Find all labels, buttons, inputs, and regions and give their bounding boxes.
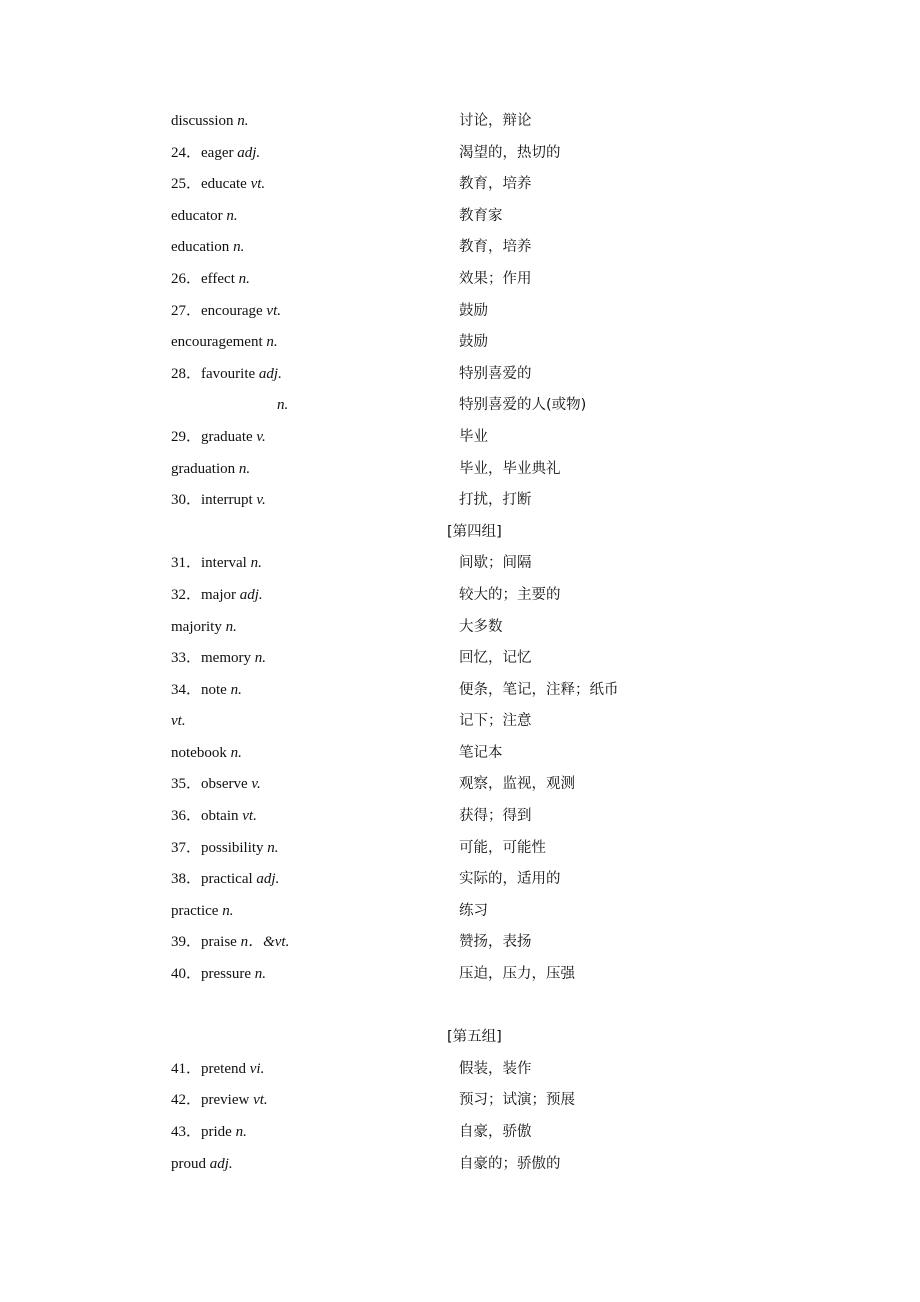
entry-part-of-speech: adj. [256,871,280,888]
vocab-entry [0,738,920,770]
entry-word: pretend [201,1060,246,1077]
entry-english [171,138,260,170]
entry-meaning: 鼓励 [459,334,488,351]
vocab-entry [0,1149,920,1181]
section-spacer [0,991,920,1023]
entry-number: 35． [171,776,202,793]
entry-meaning: 毕业 [459,428,488,445]
entry-meaning: 压迫，压力，压强 [459,966,575,983]
entry-word: interval [201,555,247,572]
entry-part-of-speech: n. [238,270,250,287]
group-header-row [0,517,920,549]
entry-word: note [201,681,227,698]
entry-part-of-speech: adj. [258,365,282,382]
vocab-entry [0,612,920,644]
entry-word: observe [201,776,248,793]
entry-word: educator [171,207,223,224]
entry-number: 25． [171,176,202,193]
entry-word: pride [201,1124,232,1140]
vocab-entry [0,927,920,959]
entry-english [171,327,278,359]
entry-english [171,769,261,801]
entry-part-of-speech: n. [266,334,278,351]
entry-meaning: 自豪的；骄傲的 [459,1155,561,1172]
vocab-entry [0,1117,920,1149]
entry-meaning: 便条，笔记，注释；纸币 [459,681,619,698]
entry-word: interrupt [201,492,253,509]
entry-english [171,169,265,201]
entry-number: 26． [171,270,202,287]
vocab-entry [0,833,920,865]
entry-english [171,833,279,865]
entry-meaning: 毕业，毕业典礼 [459,460,561,477]
entry-english [171,422,266,454]
entry-part-of-speech: n. [237,113,249,129]
entry-meaning: 笔记本 [459,744,503,761]
entry-word: effect [201,270,235,287]
entry-part-of-speech: n. [225,618,237,635]
entry-word: majority [171,618,222,635]
entry-word: encouragement [171,334,263,351]
entry-part-of-speech: n. [226,207,238,224]
vocab-entry [0,485,920,517]
entry-word: pressure [201,966,251,983]
entry-part-of-speech: n. [233,239,245,256]
entry-part-of-speech: n. [250,555,262,572]
entry-english [277,390,288,422]
entry-word: praise [201,934,237,951]
entry-number: 24． [171,144,202,161]
entry-number: 30． [171,492,202,509]
entry-number: 43． [171,1124,202,1140]
entry-part-of-speech: n．&vt. [240,934,290,951]
entry-english [171,1085,268,1117]
entry-word: preview [201,1092,250,1109]
vocab-entry [0,1085,920,1117]
vocab-entry [0,454,920,486]
vocab-entry [0,390,920,422]
entry-part-of-speech: v. [256,492,266,509]
entry-number: 39． [171,934,202,951]
entry-meaning: 假装，装作 [459,1060,532,1077]
entry-part-of-speech: vt. [250,176,266,193]
entry-english [171,612,237,644]
entry-english [171,864,279,896]
entry-meaning: 赞扬，表扬 [459,934,532,951]
entry-word: educate [201,176,247,193]
entry-number: 36． [171,808,202,825]
entry-part-of-speech: vt. [171,713,186,730]
entry-english [171,485,266,517]
entry-meaning: 打扰，打断 [459,492,532,509]
vocab-entry [0,359,920,391]
entry-meaning: 渴望的，热切的 [459,144,561,161]
entry-part-of-speech: adj. [209,1155,233,1172]
entry-meaning: 大多数 [459,618,503,635]
entry-word: encourage [201,302,263,319]
entry-english [171,896,233,928]
entry-number: 27． [171,302,202,319]
entry-english [171,738,242,770]
entry-part-of-speech: vt. [253,1092,268,1109]
entry-word: obtain [201,808,239,825]
entry-meaning: 回忆，记忆 [459,650,532,667]
vocab-entry [0,580,920,612]
entry-meaning: 教育家 [459,207,503,224]
vocab-entry [0,422,920,454]
entry-word: proud [171,1155,206,1172]
entry-meaning: 教育，培养 [459,176,532,193]
entry-english [171,927,289,959]
entry-number: 38． [171,871,202,888]
entry-english [171,201,238,233]
entry-part-of-speech: n. [254,650,267,667]
entry-number: 40． [171,966,202,983]
entry-number: 33． [171,650,202,667]
entry-meaning: 间歇；间隔 [459,555,532,572]
group-header-row [0,1022,920,1054]
entry-meaning: 练习 [459,902,488,919]
vocabulary-list [0,106,920,1180]
vocab-entry [0,643,920,675]
entry-meaning: 效果；作用 [459,270,532,287]
vocab-entry [0,264,920,296]
entry-english [171,296,281,328]
entry-part-of-speech: n. [222,902,234,919]
entry-number: 37． [171,839,202,856]
entry-word: favourite [201,365,256,382]
entry-english [171,548,262,580]
entry-word: practice [171,902,219,919]
entry-meaning: 教育，培养 [459,239,532,256]
entry-meaning: 自豪，骄傲 [459,1124,532,1140]
entry-english [171,454,250,486]
entry-meaning: 鼓励 [459,302,488,319]
vocab-entry [0,169,920,201]
entry-english [171,1117,247,1149]
vocab-entry [0,232,920,264]
entry-part-of-speech: vt. [266,302,281,319]
group-header: [第五组] [447,1029,502,1046]
entry-number: 41． [171,1060,202,1077]
entry-part-of-speech: n. [254,966,266,983]
entry-meaning: 特别喜爱的 [459,365,532,382]
entry-english [171,106,249,138]
entry-english [171,801,257,833]
entry-part-of-speech: n. [277,397,289,414]
entry-part-of-speech: vt. [242,808,257,825]
entry-word: major [201,586,237,603]
vocab-entry [0,706,920,738]
entry-part-of-speech: n. [235,1124,247,1140]
entry-number: 32． [171,586,202,603]
entry-part-of-speech: n. [230,681,242,698]
entry-word: possibility [201,839,264,856]
entry-meaning: 预习；试演；预展 [459,1092,575,1109]
vocab-entry [0,675,920,707]
entry-english [171,264,250,296]
entry-english [171,706,186,738]
entry-number: 28． [171,365,202,382]
entry-english [171,959,266,991]
vocab-entry [0,864,920,896]
entry-part-of-speech: v. [256,428,266,445]
vocab-entry [0,201,920,233]
vocab-entry [0,106,920,138]
vocab-entry [0,327,920,359]
vocab-entry [0,138,920,170]
vocab-entry [0,896,920,928]
entry-word: memory [201,650,252,667]
entry-meaning: 实际的，适用的 [459,871,561,888]
group-header: [第四组] [447,523,502,540]
vocab-entry [0,959,920,991]
vocab-entry [0,769,920,801]
entry-number: 29． [171,428,202,445]
entry-meaning: 特别喜爱的人(或物) [459,397,587,414]
entry-number: 34． [171,681,202,698]
entry-english [171,675,242,707]
entry-part-of-speech: adj. [237,144,261,161]
entry-word: education [171,239,230,256]
entry-meaning: 观察，监视，观测 [459,776,575,793]
entry-word: graduation [171,460,236,477]
entry-word: discussion [171,113,234,129]
entry-part-of-speech: n. [230,744,242,761]
entry-part-of-speech: n. [238,460,251,477]
entry-meaning: 记下；注意 [459,713,532,730]
entry-meaning: 讨论，辩论 [459,113,532,129]
entry-word: practical [201,871,253,888]
entry-number: 42． [171,1092,202,1109]
entry-part-of-speech: n. [267,839,279,856]
entry-word: graduate [201,428,253,445]
vocab-entry [0,1054,920,1086]
entry-part-of-speech: v. [251,776,261,793]
vocab-entry [0,801,920,833]
entry-word: eager [201,144,234,161]
entry-part-of-speech: vi. [249,1060,265,1077]
entry-number: 31． [171,555,202,572]
entry-english [171,1149,233,1181]
entry-word: notebook [171,744,227,761]
entry-english [171,1054,264,1086]
entry-english [171,359,282,391]
entry-english [171,232,244,264]
entry-english [171,580,263,612]
entry-english [171,643,266,675]
entry-meaning: 可能，可能性 [459,839,546,856]
vocab-entry [0,548,920,580]
entry-part-of-speech: adj. [239,586,263,603]
entry-meaning: 获得；得到 [459,808,532,825]
vocab-entry [0,296,920,328]
entry-meaning: 较大的；主要的 [459,586,561,603]
